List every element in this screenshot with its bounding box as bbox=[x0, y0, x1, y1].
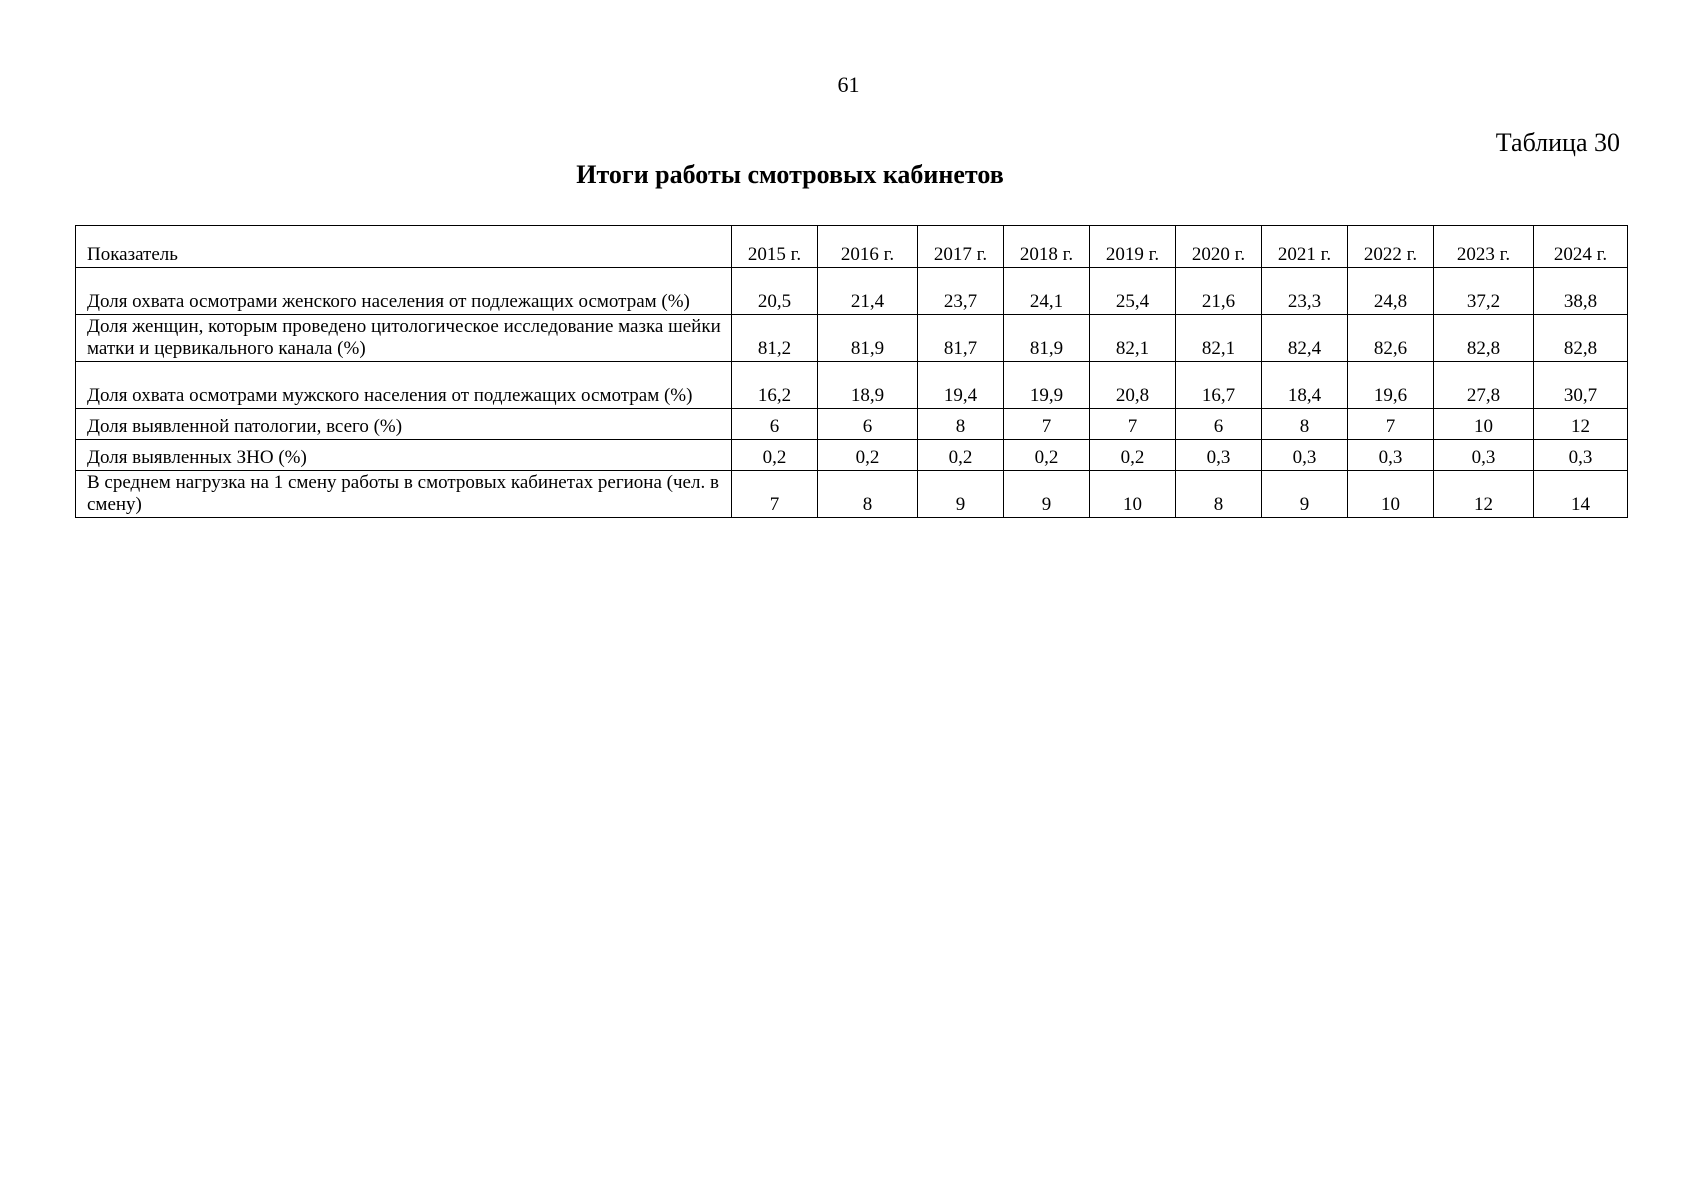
value-cell: 81,7 bbox=[918, 315, 1004, 362]
value-cell: 0,3 bbox=[1176, 440, 1262, 471]
value-cell: 38,8 bbox=[1534, 268, 1628, 315]
value-cell: 8 bbox=[918, 409, 1004, 440]
indicator-cell: Доля выявленных ЗНО (%) bbox=[76, 440, 732, 471]
value-cell: 6 bbox=[818, 409, 918, 440]
value-cell: 24,1 bbox=[1004, 268, 1090, 315]
header-cell-year: 2018 г. bbox=[1004, 226, 1090, 268]
value-cell: 6 bbox=[1176, 409, 1262, 440]
value-cell: 23,3 bbox=[1262, 268, 1348, 315]
table-row bbox=[76, 315, 1628, 362]
value-cell: 37,2 bbox=[1434, 268, 1534, 315]
value-cell: 82,8 bbox=[1434, 315, 1534, 362]
value-cell: 27,8 bbox=[1434, 362, 1534, 409]
indicator-cell: Доля охвата осмотрами мужского населения от подлежащих осмотрам (%) bbox=[76, 362, 732, 409]
results-table bbox=[75, 225, 1628, 518]
value-cell: 0,2 bbox=[732, 440, 818, 471]
header-cell-year: 2016 г. bbox=[818, 226, 918, 268]
value-cell: 8 bbox=[1176, 471, 1262, 518]
table-row bbox=[76, 268, 1628, 315]
table-label: Таблица 30 bbox=[1495, 128, 1620, 157]
value-cell: 12 bbox=[1534, 409, 1628, 440]
value-cell: 10 bbox=[1434, 409, 1534, 440]
value-cell: 7 bbox=[1348, 409, 1434, 440]
value-cell: 9 bbox=[918, 471, 1004, 518]
value-cell: 0,3 bbox=[1534, 440, 1628, 471]
value-cell: 81,2 bbox=[732, 315, 818, 362]
table-row bbox=[76, 409, 1628, 440]
value-cell: 0,3 bbox=[1434, 440, 1534, 471]
value-cell: 16,7 bbox=[1176, 362, 1262, 409]
header-cell-indicator: Показатель bbox=[76, 226, 732, 268]
value-cell: 30,7 bbox=[1534, 362, 1628, 409]
value-cell: 21,6 bbox=[1176, 268, 1262, 315]
value-cell: 14 bbox=[1534, 471, 1628, 518]
value-cell: 19,9 bbox=[1004, 362, 1090, 409]
value-cell: 24,8 bbox=[1348, 268, 1434, 315]
page-number: 61 bbox=[837, 72, 860, 97]
value-cell: 23,7 bbox=[918, 268, 1004, 315]
value-cell: 8 bbox=[818, 471, 918, 518]
indicator-cell: В среднем нагрузка на 1 смену работы в смотровых кабинетах региона (чел. в смену) bbox=[76, 471, 732, 518]
value-cell: 7 bbox=[732, 471, 818, 518]
header-cell-year: 2020 г. bbox=[1176, 226, 1262, 268]
value-cell: 0,2 bbox=[1004, 440, 1090, 471]
value-cell: 6 bbox=[732, 409, 818, 440]
value-cell: 9 bbox=[1262, 471, 1348, 518]
indicator-cell: Доля выявленной патологии, всего (%) bbox=[76, 409, 732, 440]
table-row bbox=[76, 471, 1628, 518]
header-row bbox=[76, 226, 1628, 268]
value-cell: 82,1 bbox=[1090, 315, 1176, 362]
table-row bbox=[76, 440, 1628, 471]
value-cell: 0,3 bbox=[1348, 440, 1434, 471]
value-cell: 10 bbox=[1348, 471, 1434, 518]
value-cell: 18,9 bbox=[818, 362, 918, 409]
header-cell-year: 2023 г. bbox=[1434, 226, 1534, 268]
value-cell: 82,6 bbox=[1348, 315, 1434, 362]
table-row bbox=[76, 362, 1628, 409]
value-cell: 82,4 bbox=[1262, 315, 1348, 362]
value-cell: 20,5 bbox=[732, 268, 818, 315]
header-cell-year: 2017 г. bbox=[918, 226, 1004, 268]
value-cell: 19,4 bbox=[918, 362, 1004, 409]
value-cell: 0,2 bbox=[1090, 440, 1176, 471]
indicator-cell: Доля охвата осмотрами женского населения от подлежащих осмотрам (%) bbox=[76, 268, 732, 315]
indicator-cell: Доля женщин, которым проведено цитологическое исследование мазка шейки матки и цервикального канала (%) bbox=[76, 315, 732, 362]
value-cell: 9 bbox=[1004, 471, 1090, 518]
value-cell: 0,2 bbox=[818, 440, 918, 471]
header-cell-year: 2019 г. bbox=[1090, 226, 1176, 268]
value-cell: 7 bbox=[1090, 409, 1176, 440]
value-cell: 81,9 bbox=[818, 315, 918, 362]
value-cell: 0,2 bbox=[918, 440, 1004, 471]
document-title: Итоги работы смотровых кабинетов bbox=[576, 160, 1004, 189]
header-cell-year: 2021 г. bbox=[1262, 226, 1348, 268]
value-cell: 7 bbox=[1004, 409, 1090, 440]
value-cell: 10 bbox=[1090, 471, 1176, 518]
value-cell: 81,9 bbox=[1004, 315, 1090, 362]
value-cell: 16,2 bbox=[732, 362, 818, 409]
header-cell-year: 2015 г. bbox=[732, 226, 818, 268]
value-cell: 25,4 bbox=[1090, 268, 1176, 315]
value-cell: 20,8 bbox=[1090, 362, 1176, 409]
value-cell: 82,8 bbox=[1534, 315, 1628, 362]
value-cell: 82,1 bbox=[1176, 315, 1262, 362]
value-cell: 19,6 bbox=[1348, 362, 1434, 409]
value-cell: 18,4 bbox=[1262, 362, 1348, 409]
value-cell: 12 bbox=[1434, 471, 1534, 518]
value-cell: 0,3 bbox=[1262, 440, 1348, 471]
header-cell-year: 2022 г. bbox=[1348, 226, 1434, 268]
header-cell-year: 2024 г. bbox=[1534, 226, 1628, 268]
value-cell: 8 bbox=[1262, 409, 1348, 440]
value-cell: 21,4 bbox=[818, 268, 918, 315]
